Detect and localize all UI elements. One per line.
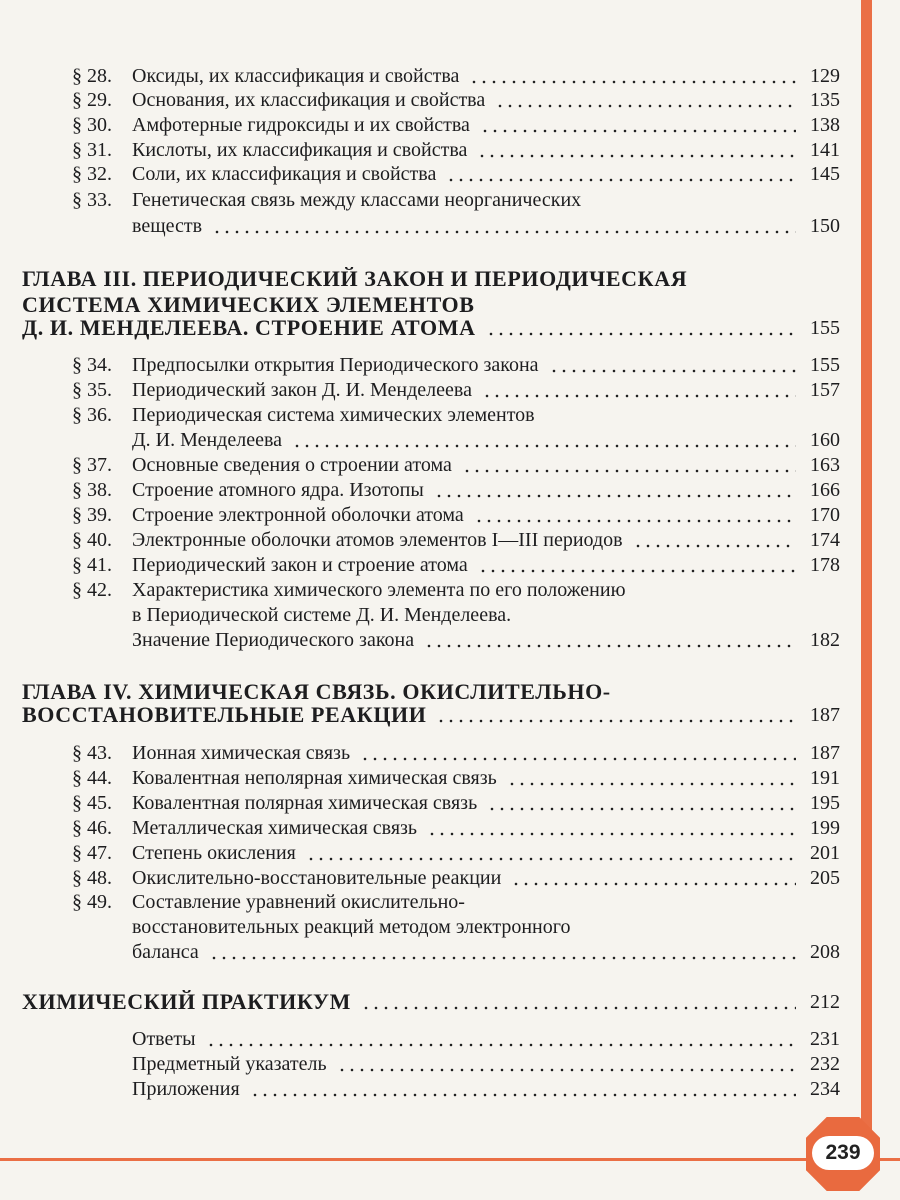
dot-leader: [337, 1068, 796, 1072]
entry-page: 129: [810, 65, 840, 87]
entry-page: 208: [810, 941, 840, 963]
dot-leader: [469, 80, 796, 84]
toc-entry-37[interactable]: [72, 453, 840, 477]
section-number: § 37.: [72, 454, 112, 476]
section-number: § 44.: [72, 767, 112, 789]
entry-page: 166: [810, 479, 840, 501]
entry-title: Основания, их классификация и свойства: [132, 89, 486, 111]
section-number: § 45.: [72, 792, 112, 814]
entry-title: Кислоты, их классификация и свойства: [132, 139, 468, 161]
entry-page: 157: [810, 379, 840, 401]
section-number: § 28.: [72, 65, 112, 87]
entry-title: Амфотерные гидроксиды и их свойства: [132, 114, 470, 136]
dot-leader: [511, 882, 796, 886]
entry-page: 160: [810, 429, 840, 451]
dot-leader: [486, 332, 796, 336]
entry-title: Периодическая система химических элементов: [132, 404, 535, 426]
toc-entry-33-line1[interactable]: [72, 188, 581, 212]
section-number: § 36.: [72, 404, 112, 426]
toc-entry-49-line1[interactable]: [72, 890, 465, 914]
chapter-3-heading-line1: ГЛАВА III. ПЕРИОДИЧЕСКИЙ ЗАКОН И ПЕРИОДИЧЕСКАЯ: [22, 266, 688, 291]
chapter-title: ХИМИЧЕСКИЙ ПРАКТИКУМ: [22, 989, 352, 1014]
toc-entry-40[interactable]: [72, 528, 840, 552]
toc-entry-28[interactable]: [72, 64, 840, 88]
entry-page: 182: [810, 629, 840, 651]
toc-entry-49[interactable]: [132, 940, 840, 964]
section-number: § 30.: [72, 114, 112, 136]
dot-leader: [434, 494, 796, 498]
chapter-title: Д. И. МЕНДЕЛЕЕВА. СТРОЕНИЕ АТОМА: [22, 315, 476, 340]
entry-page: 138: [810, 114, 840, 136]
entry-title: Ковалентная полярная химическая связь: [132, 792, 478, 814]
section-number: § 42.: [72, 579, 112, 601]
toc-entry-42[interactable]: [132, 628, 840, 652]
entry-title: Металлическая химическая связь: [132, 817, 418, 839]
entry-title: Основные сведения о строении атома: [132, 454, 452, 476]
entry-title: Оксиды, их классификация и свойства: [132, 65, 460, 87]
chapter-4-heading-line1: ГЛАВА IV. ХИМИЧЕСКАЯ СВЯЗЬ. ОКИСЛИТЕЛЬНО-: [22, 679, 611, 704]
entry-page: 205: [810, 867, 840, 889]
dot-leader: [292, 444, 796, 448]
entry-page: 191: [810, 767, 840, 789]
section-number: § 49.: [72, 891, 112, 913]
entry-title: Генетическая связь между классами неорганических: [132, 189, 582, 211]
entry-page: 187: [810, 704, 840, 726]
entry-title: Окислительно-восстановительные реакции: [132, 867, 502, 889]
toc-entry-42-line2: в Периодической системе Д. И. Менделеева.: [132, 604, 512, 626]
dot-leader: [507, 782, 796, 786]
section-number: § 32.: [72, 163, 112, 185]
entry-page: 141: [810, 139, 840, 161]
dot-leader: [306, 857, 796, 861]
entry-page: 150: [810, 215, 840, 237]
section-number: § 40.: [72, 529, 112, 551]
toc-entry-31[interactable]: [72, 138, 840, 162]
toc-chapter-3[interactable]: [22, 316, 840, 340]
dot-leader: [487, 807, 796, 811]
bottom-accent-line: [0, 1158, 900, 1161]
section-number: § 34.: [72, 354, 112, 376]
entry-page: 174: [810, 529, 840, 551]
entry-title: Ионная химическая связь: [132, 742, 351, 764]
section-number: § 38.: [72, 479, 112, 501]
section-number: § 47.: [72, 842, 112, 864]
toc-entry-32[interactable]: [72, 162, 840, 186]
entry-title: Приложения: [132, 1078, 240, 1100]
entry-title-continued: баланса: [132, 941, 199, 963]
dot-leader: [482, 394, 796, 398]
entry-title: Строение атомного ядра. Изотопы: [132, 479, 424, 501]
entry-title: Предметный указатель: [132, 1053, 327, 1075]
page-edge-accent: [861, 0, 872, 1150]
entry-page: 187: [810, 742, 840, 764]
dot-leader: [549, 369, 796, 373]
toc-entry-36[interactable]: [132, 428, 840, 452]
toc-entry-49-line2: восстановительных реакций методом электронного: [132, 916, 571, 938]
toc-answers[interactable]: [132, 1027, 840, 1051]
entry-page: 178: [810, 554, 840, 576]
entry-page: 135: [810, 89, 840, 111]
toc-entry-47[interactable]: [72, 841, 840, 865]
entry-page: 195: [810, 792, 840, 814]
dot-leader: [633, 544, 796, 548]
entry-title: Предпосылки открытия Периодического закона: [132, 354, 539, 376]
toc-entry-30[interactable]: [72, 113, 840, 137]
entry-page: 145: [810, 163, 840, 185]
dot-leader: [209, 956, 796, 960]
toc-entry-48[interactable]: [72, 866, 840, 890]
entry-title-continued: веществ: [132, 215, 203, 237]
toc-entry-42-line1[interactable]: [72, 578, 626, 602]
entry-page: 232: [810, 1053, 840, 1075]
entry-title: Ковалентная неполярная химическая связь: [132, 767, 497, 789]
dot-leader: [212, 230, 796, 234]
entry-page: 155: [810, 354, 840, 376]
entry-page: 199: [810, 817, 840, 839]
toc-entry-44[interactable]: [72, 766, 840, 790]
toc-entry-33[interactable]: [132, 214, 840, 238]
toc-entry-36-line1[interactable]: [72, 403, 535, 427]
dot-leader: [477, 154, 796, 158]
entry-page: 155: [810, 317, 840, 339]
toc-entry-39[interactable]: [72, 503, 840, 527]
section-number: § 39.: [72, 504, 112, 526]
section-number: § 46.: [72, 817, 112, 839]
entry-page: 234: [810, 1078, 840, 1100]
section-number: § 35.: [72, 379, 112, 401]
entry-page: 212: [810, 991, 840, 1013]
page-number: 239: [812, 1136, 874, 1170]
dot-leader: [206, 1043, 796, 1047]
entry-title-continued: Значение Периодического закона: [132, 629, 415, 651]
toc-entry-38[interactable]: [72, 478, 840, 502]
entry-page: 170: [810, 504, 840, 526]
entry-title: Ответы: [132, 1028, 196, 1050]
section-number: § 29.: [72, 89, 112, 111]
toc-entry-34[interactable]: [72, 353, 840, 377]
dot-leader: [250, 1093, 796, 1097]
dot-leader: [446, 178, 796, 182]
section-number: § 41.: [72, 554, 112, 576]
entry-title: Соли, их классификация и свойства: [132, 163, 437, 185]
toc-practicum[interactable]: [22, 990, 840, 1014]
entry-page: 163: [810, 454, 840, 476]
entry-title: Периодический закон и строение атома: [132, 554, 468, 576]
entry-title: Периодический закон Д. И. Менделеева: [132, 379, 472, 401]
section-number: § 33.: [72, 189, 112, 211]
dot-leader: [424, 644, 796, 648]
toc-entry-41[interactable]: [72, 553, 840, 577]
dot-leader: [495, 104, 796, 108]
entry-title: Электронные оболочки атомов элементов I—III периодов: [132, 529, 623, 551]
section-number: § 43.: [72, 742, 112, 764]
entry-page: 201: [810, 842, 840, 864]
dot-leader: [462, 469, 796, 473]
toc-entry-45[interactable]: [72, 791, 840, 815]
toc-appendices[interactable]: [132, 1077, 840, 1101]
chapter-title: ВОССТАНОВИТЕЛЬНЫЕ РЕАКЦИИ: [22, 702, 427, 727]
dot-leader: [436, 719, 796, 723]
toc-entry-29[interactable]: [72, 88, 840, 112]
dot-leader: [478, 569, 796, 573]
entry-title-continued: Д. И. Менделеева: [132, 429, 283, 451]
dot-leader: [474, 519, 796, 523]
entry-title: Составление уравнений окислительно-: [132, 891, 465, 913]
section-number: § 48.: [72, 867, 112, 889]
entry-title: Строение электронной оболочки атома: [132, 504, 464, 526]
toc-entry-46[interactable]: [72, 816, 840, 840]
toc-entry-43[interactable]: [72, 741, 840, 765]
dot-leader: [360, 757, 796, 761]
dot-leader: [427, 832, 796, 836]
toc-chapter-4[interactable]: [22, 703, 840, 727]
toc-entry-35[interactable]: [72, 378, 840, 402]
toc-subject-index[interactable]: [132, 1052, 840, 1076]
chapter-3-heading-line2: СИСТЕМА ХИМИЧЕСКИХ ЭЛЕМЕНТОВ: [22, 292, 475, 317]
dot-leader: [361, 1006, 796, 1010]
dot-leader: [480, 129, 796, 133]
entry-title: Характеристика химического элемента по его положению: [132, 579, 626, 601]
entry-title: Степень окисления: [132, 842, 296, 864]
entry-page: 231: [810, 1028, 840, 1050]
section-number: § 31.: [72, 139, 112, 161]
